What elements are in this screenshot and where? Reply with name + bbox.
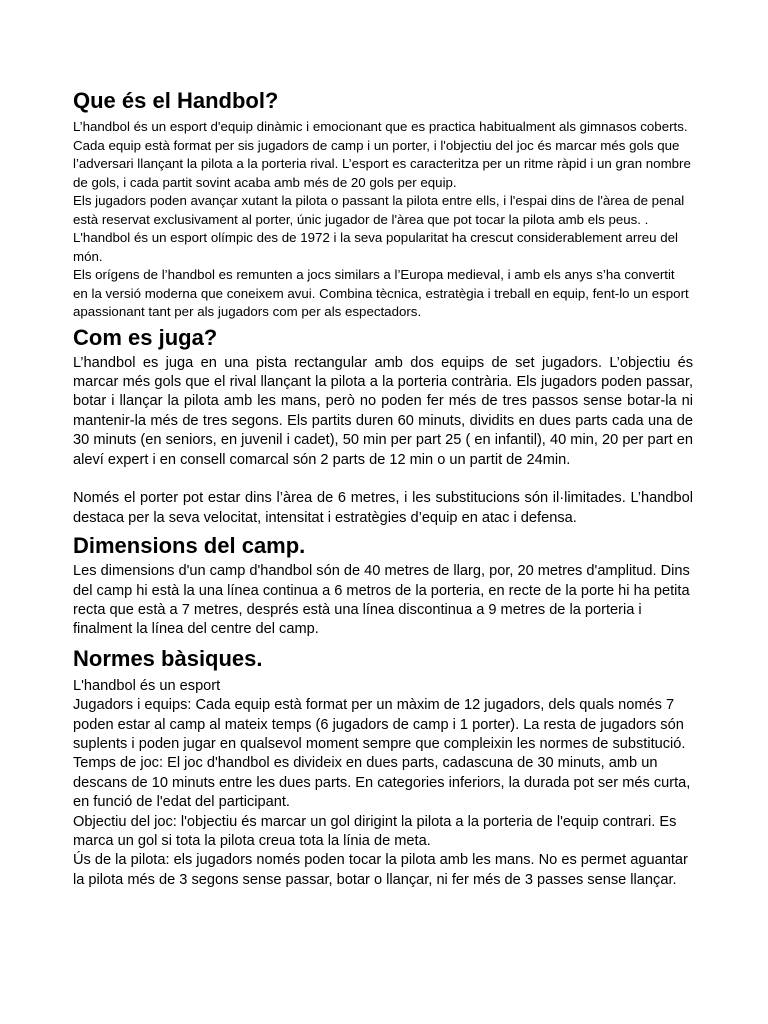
section-body-que-es-handbol [73,118,693,322]
paragraph: Només el porter pot estar dins l’àrea de 6 metres, i les substitucions són il·limitades. L’handbol destaca per la seva velocitat, intensitat i estratègies d’equip en atac i defensa. [73,490,693,526]
section-title-com-es-juga: Com es juga? [73,324,218,350]
section-title-dimensions-camp: Dimensions del camp. [73,533,306,559]
paragraph: Els orígens de l’handbol es remunten a jocs similars a l’Europa medieval, i amb els anys s’ha convertit en la versió moderna que coneixem avui. Combina tècnica, estratègia i treball en equip, fent-lo un esport apassionant tant per als jugadors com per als espectadors. [73,267,689,319]
paragraph: L’handbol es juga en una pista rectangular amb dos equips de set jugadors. L’objectiu és marcar més gols que el rival llançant la pilota a la porteria contrària. Els jugadors poden passar, botar i llançar la pilota amb les mans, però no poden fer més de tres passos sense botar-la ni mantenir-la més de tres segons. Els partits duren 60 minuts, dividits en dues parts cada una de 30 minuts (en seniors, en juvenil i cadet), 50 min per part 25 ( en infantil), 40 min, 20 per part en aleví expert i en consell comarcal són 2 parts de 12 min o un partit de 24min. [73,354,693,468]
paragraph: Temps de joc: El joc d'handbol es divideix en dues parts, cadascuna de 30 minuts, amb un descans de 10 minuts entre les dues parts. En categories inferiors, la durada pot ser més curta, en funció de l'edat del participant. [73,755,691,811]
paragraph: Els jugadors poden avançar xutant la pilota o passant la pilota entre ells, i l'espai dins de l'àrea de penal està reservat exclusivament al porter, únic jugador de l'àrea que pot tocar la pilota amb els peus. . L'handbol és un esport olímpic des de 1972 i la seva popularitat ha crescut considerablement arreu del món. [73,193,685,264]
paragraph: Les dimensions d'un camp d'handbol són de 40 metres de llarg, por, 20 metres d'amplitud. Dins del camp hi està la una línea continua a 6 metros de la porteria, en recte de la porte hi ha petita recta que està a 7 metres, després està una línea discontinua a 9 metres de la porteria i finalment la línea del centre del camp. [73,563,690,638]
blank-line [73,470,693,489]
document-page [73,86,693,890]
section-body-com-es-juga [73,354,693,529]
section-body-dimensions-camp [73,562,693,640]
paragraph: Objectiu del joc: l'objectiu és marcar un gol dirigint la pilota a la porteria de l'equip contrari. Es marca un gol si tota la pilota creua tota la línia de meta. [73,813,677,850]
paragraph: Jugadors i equips: Cada equip està format per un màxim de 12 jugadors, dels quals només 7 poden estar al camp al mateix temps (6 jugadors de camp i 1 porter). La resta de jugadors són suplents i poden jugar en qualsevol moment sempre que compleixin les normes de substitució. [73,697,686,752]
section-body-normes-basiques [73,677,693,890]
paragraph: L’handbol és un esport d'equip dinàmic i emocionant que es practica habitualment als gimnasos coberts. Cada equip està format per sis jugadors de camp i un porter, i l'objectiu del joc és marcar més gols que l’adversari llançant la pilota a la porteria rival. L’esport es caracteritza per un ritme ràpid i un gran nombre de gols, i cada partit sovint acaba amb més de 20 gols per equip. [73,119,691,190]
paragraph: Ús de la pilota: els jugadors només poden tocar la pilota amb les mans. No es permet aguantar la pilota més de 3 segons sense passar, botar o llançar, ni fer més de 3 passes sense llançar. [73,852,688,888]
section-title-normes-basiques: Normes bàsiques. [73,645,263,671]
paragraph: L'handbol és un esport [73,677,221,694]
section-title-que-es-handbol: Que és el Handbol? [73,88,279,113]
